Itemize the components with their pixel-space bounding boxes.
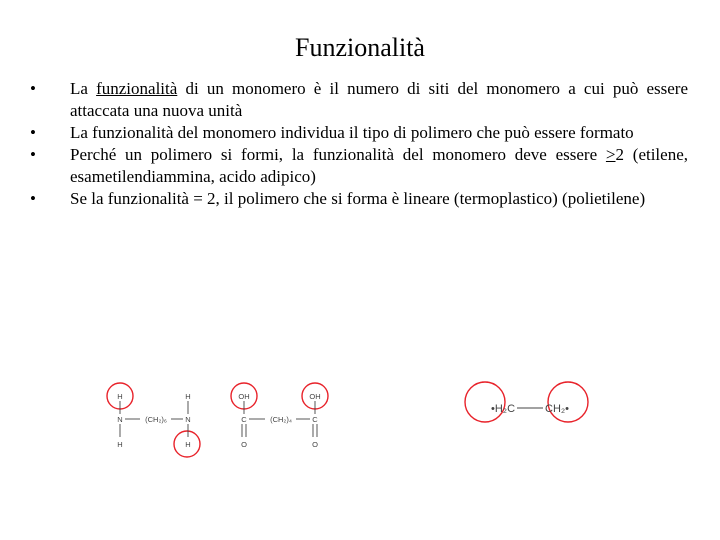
- bullet-text-pre: La: [70, 79, 97, 98]
- bullet-dot: •: [30, 123, 36, 142]
- group-label: (CH₂)₄: [270, 415, 292, 424]
- bullet-text-post: 2 (etilene, esametilendiammina, acido adipico): [70, 145, 688, 186]
- bullet-list: [30, 78, 688, 210]
- bullet-text: Se la funzionalità = 2, il polimero che si forma è lineare (termoplastico) (polietilene): [70, 189, 646, 208]
- slide-title: Funzionalità: [295, 33, 425, 62]
- monomer-structures-diagram: [100, 372, 340, 462]
- bullet-dot: •: [30, 189, 36, 208]
- bullet-text: La funzionalità del monomero individua il tipo di polimero che può essere formato: [70, 123, 634, 142]
- bullet-underlined-term: funzionalità: [96, 79, 178, 98]
- group-label: (CH₂)₆: [145, 415, 167, 424]
- highlight-circle: [548, 382, 588, 422]
- bullet-item: [30, 188, 688, 210]
- bullet-item: [30, 78, 688, 122]
- atom-label: H: [117, 440, 123, 449]
- ethylene-diagram: [455, 372, 605, 434]
- atom-label: H: [185, 392, 191, 401]
- atom-label: C: [241, 415, 247, 424]
- bullet-item: [30, 122, 688, 144]
- bullet-dot: •: [30, 79, 36, 98]
- atom-label: OH: [309, 392, 321, 401]
- atom-label: H: [185, 440, 191, 449]
- bullet-text-post: di un monomero è il numero di siti del monomero a cui può essere attaccata una nuova unità: [70, 79, 688, 120]
- atom-label: O: [241, 440, 247, 449]
- bullet-underlined-symbol: >: [605, 145, 616, 164]
- group-label: CH₂•: [545, 403, 570, 415]
- atom-label: C: [312, 415, 318, 424]
- atom-label: OH: [238, 392, 250, 401]
- group-label: •H₂C: [491, 403, 516, 415]
- atom-label: N: [185, 415, 191, 424]
- bullet-text-pre: Perché un polimero si formi, la funzionalità del monomero deve essere: [70, 145, 606, 164]
- atom-label: O: [312, 440, 318, 449]
- atom-label: H: [117, 392, 123, 401]
- bullet-item: [30, 144, 688, 188]
- atom-label: N: [117, 415, 123, 424]
- highlight-circle: [465, 382, 505, 422]
- bullet-dot: •: [30, 145, 36, 164]
